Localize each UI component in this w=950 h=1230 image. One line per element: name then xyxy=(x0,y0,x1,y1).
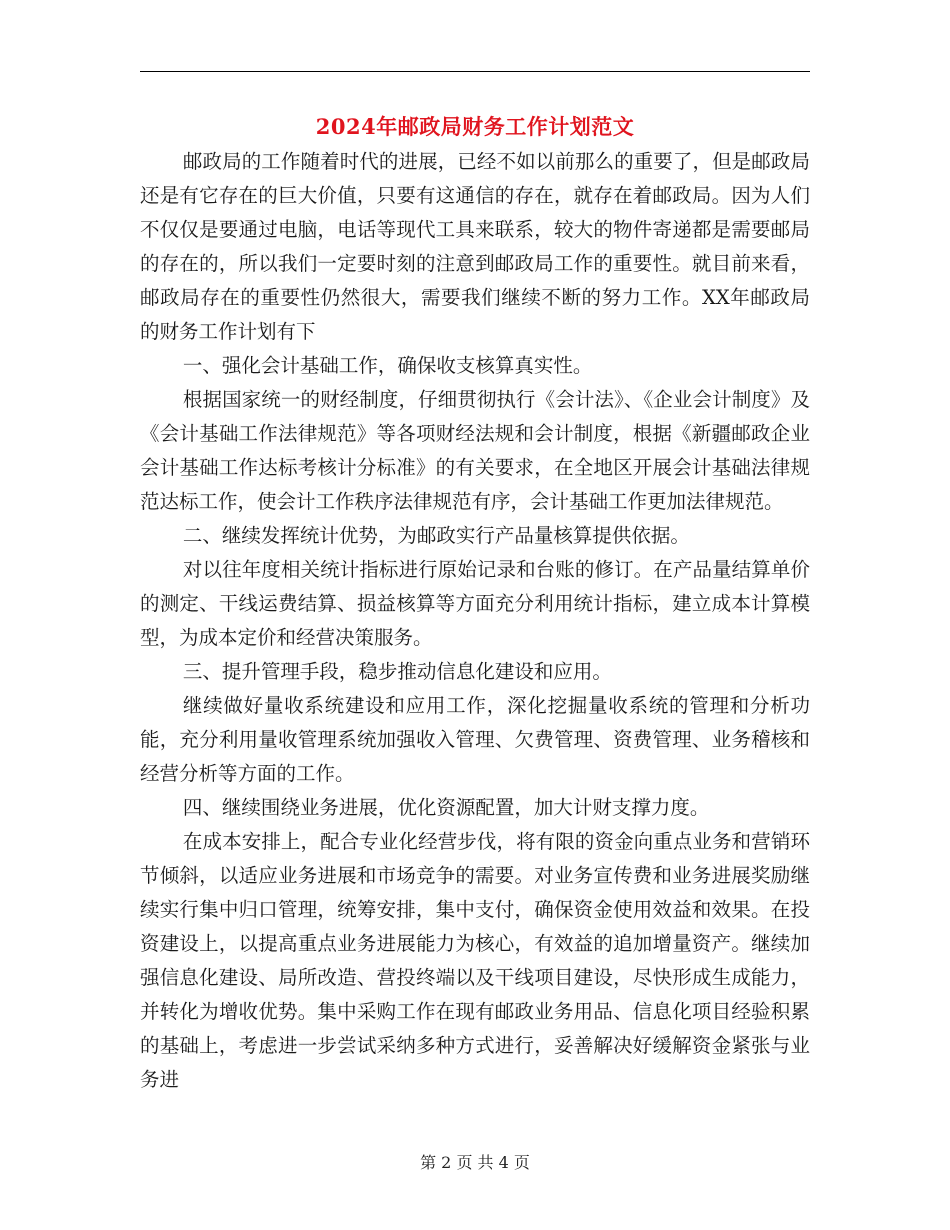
page-number: 第 2 页 共 4 页 xyxy=(420,1153,530,1172)
section-body-4: 在成本安排上，配合专业化经营步伐，将有限的资金向重点业务和营销环节倾斜，以适应业务进展和市场竞争的需要。对业务宣传费和业务进展奖励继续实行集中归口管理，统筹安排，集中支付，确保资金使用效益和效果。在投资建设上，以提高重点业务进展能力为核心，有效益的追加增量资产。继续加强信息化建设、局所改造、营投终端以及干线项目建设，尽快形成生成能力，并转化为增收优势。集中采购工作在现有邮政业务用品、信息化项目经验积累的基础上，考虑进一步尝试采纳多种方式进行，妥善解决好缓解资金紧张与业务进 xyxy=(140,830,810,1091)
section-heading-2: 二、继续发挥统计优势，为邮政实行产品量核算提供依据。 xyxy=(182,524,690,547)
section-body-2: 对以往年度相关统计指标进行原始记录和台账的修订。在产品量结算单价的测定、干线运费结算、损益核算等方面充分利用统计指标，建立成本计算模型，为成本定价和经营决策服务。 xyxy=(140,558,810,649)
header-rule xyxy=(140,71,810,72)
section-body-1: 根据国家统一的财经制度，仔细贯彻执行《会计法》、《企业会计制度》及《会计基础工作法律规范》等各项财经法规和会计制度，根据《新疆邮政企业会计基础工作达标考核计分标准》的有关要求，在全地区开展会计基础法律规范达标工作，使会计工作秩序法律规范有序，会计基础工作更加法律规范。 xyxy=(140,388,810,513)
document-title: 2024年邮政局财务工作计划范文 xyxy=(315,114,635,139)
section-body-3: 继续做好量收系统建设和应用工作，深化挖掘量收系统的管理和分析功能，充分利用量收管理系统加强收入管理、欠费管理、资费管理、业务稽核和经营分析等方面的工作。 xyxy=(140,694,810,785)
section-heading-4: 四、继续围绕业务进展，优化资源配置，加大计财支撑力度。 xyxy=(182,796,710,819)
section-heading-1: 一、强化会计基础工作，确保收支核算真实性。 xyxy=(182,354,593,377)
intro-paragraph: 邮政局的工作随着时代的进展，已经不如以前那么的重要了，但是邮政局还是有它存在的巨大价值，只要有这通信的存在，就存在着邮政局。因为人们不仅仅是要通过电脑，电话等现代工具来联系，较大的物件寄递都是需要邮局的存在的，所以我们一定要时刻的注意到邮政局工作的重要性。就目前来看，邮政局存在的重要性仍然很大，需要我们继续不断的努力工作。XX年邮政局的财务工作计划有下 xyxy=(140,150,810,343)
document-body xyxy=(140,145,810,1097)
section-heading-3: 三、提升管理手段，稳步推动信息化建设和应用。 xyxy=(182,660,612,683)
